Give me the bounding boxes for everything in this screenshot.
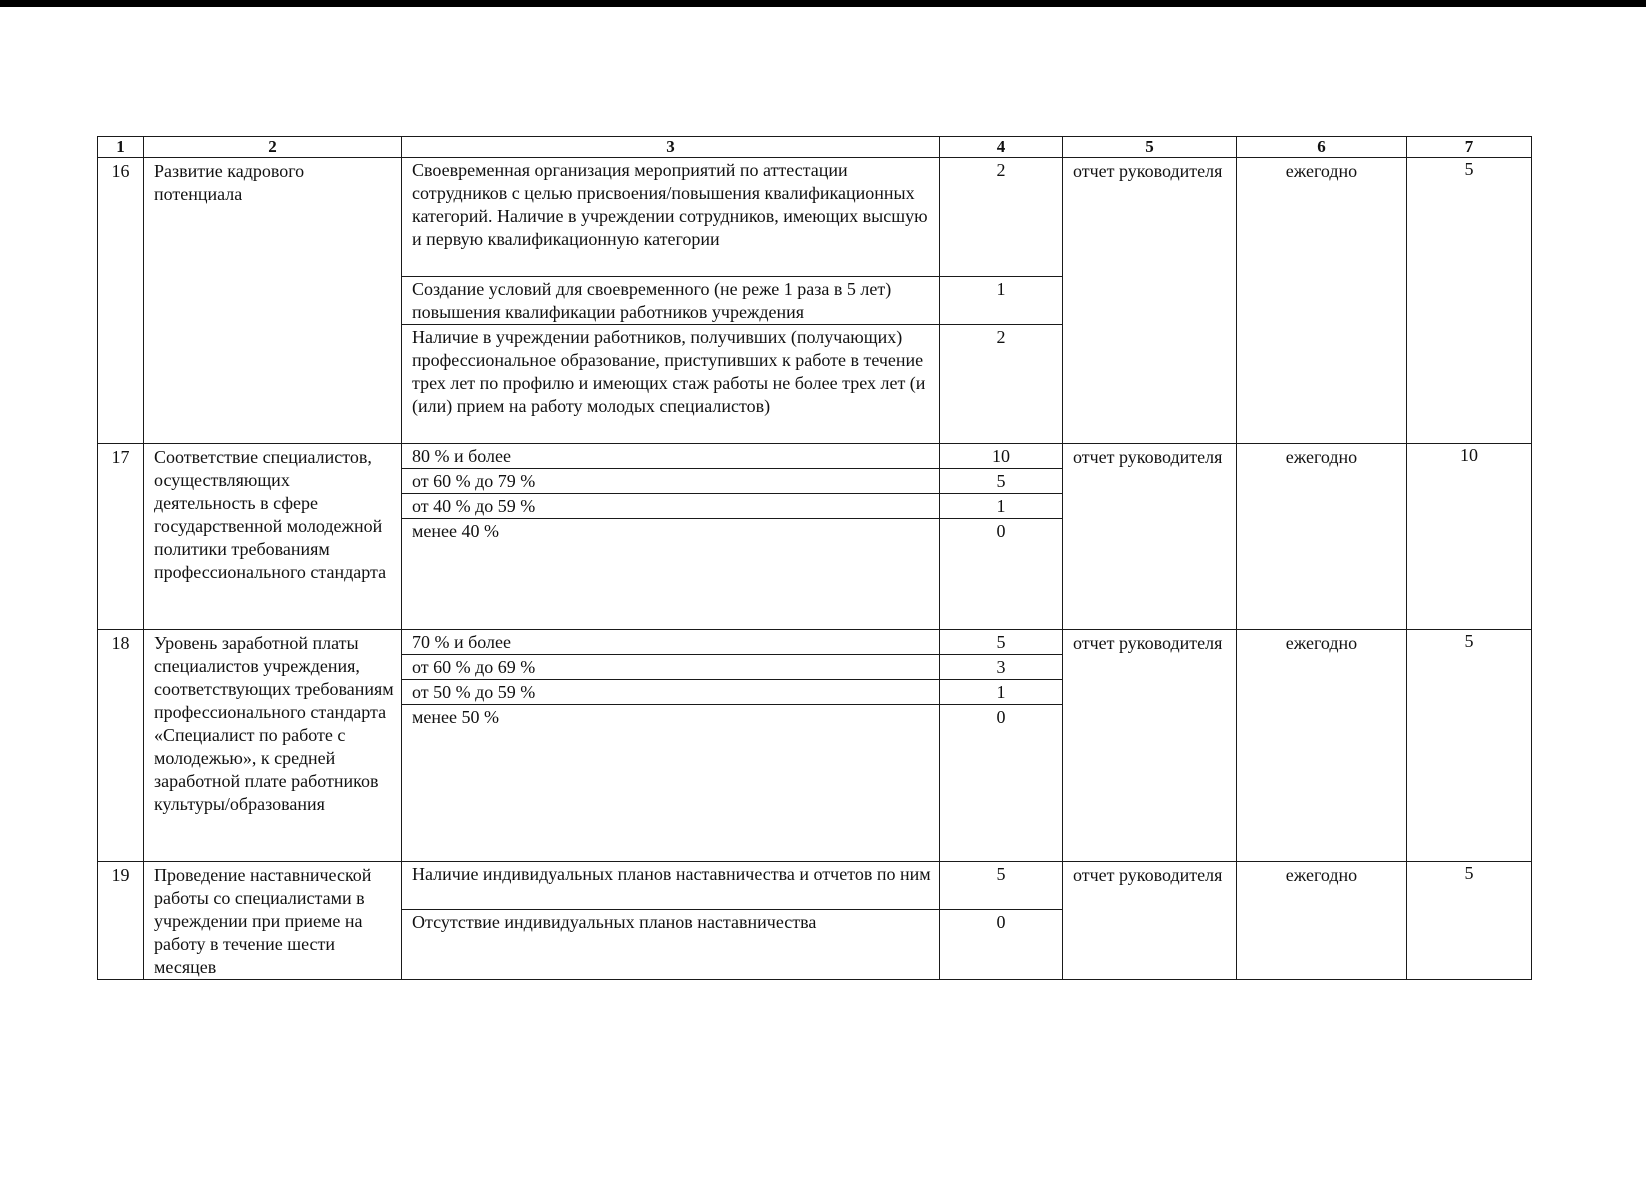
- frequency: ежегодно: [1237, 862, 1407, 980]
- table-row: [98, 444, 1532, 630]
- report-source: отчет руководителя: [1063, 630, 1237, 862]
- criterion-text: от 50 % до 59 %: [402, 680, 939, 705]
- row-number: 18: [98, 630, 144, 862]
- frequency: ежегодно: [1237, 158, 1407, 444]
- criteria-table: [97, 136, 1532, 980]
- criterion-text: Наличие в учреждении работников, получивших (получающих) профессиональное образование, приступивших к работе в течение трех лет по профилю и имеющих стаж работы не более трех лет (и (или) прием на работу молодых специалистов): [412, 327, 926, 416]
- criterion-score: 10: [940, 444, 1062, 469]
- max-score: 5: [1407, 630, 1532, 862]
- score-cell: [940, 158, 1063, 444]
- indicator-name: Проведение наставнической работы со специалистами в учреждении при приеме на работу в течение шести месяцев: [144, 862, 402, 980]
- indicator-name: Уровень заработной платы специалистов учреждения, соответствующих требованиям профессионального стандарта «Специалист по работе с молодежью», к средней заработной плате работников культуры/образования: [144, 630, 402, 862]
- criteria-cell: [402, 444, 940, 630]
- score-cell: [940, 444, 1063, 630]
- frequency: ежегодно: [1237, 444, 1407, 630]
- criterion-score: 1: [940, 277, 1062, 325]
- table-row: [98, 158, 1532, 444]
- report-source: отчет руководителя: [1063, 158, 1237, 444]
- indicator-name: Соответствие специалистов, осуществляющих деятельность в сфере государственной молодежной политики требованиям профессионального стандарта: [144, 444, 402, 630]
- criterion-text: Своевременная организация мероприятий по аттестации сотрудников с целью присвоения/повышения квалификационных категорий. Наличие в учреждении сотрудников, имеющих высшую и первую квалификационную категории: [402, 158, 939, 277]
- column-header-2: 2: [144, 137, 402, 158]
- criterion-score: 1: [940, 680, 1062, 705]
- score-cell: [940, 862, 1063, 980]
- criterion-score: 0: [996, 707, 1006, 727]
- criterion-text: 80 % и более: [402, 444, 939, 469]
- scan-border: [0, 0, 1646, 7]
- report-source: отчет руководителя: [1063, 862, 1237, 980]
- criterion-text: Отсутствие индивидуальных планов наставничества: [412, 912, 817, 932]
- column-header-7: 7: [1407, 137, 1532, 158]
- criterion-text: менее 40 %: [412, 521, 499, 541]
- criterion-text: от 60 % до 69 %: [402, 655, 939, 680]
- column-header-5: 5: [1063, 137, 1237, 158]
- column-header-6: 6: [1237, 137, 1407, 158]
- score-cell: [940, 630, 1063, 862]
- criterion-score: 0: [996, 521, 1006, 541]
- column-header-3: 3: [402, 137, 940, 158]
- criterion-score: 2: [996, 327, 1006, 347]
- row-number: 19: [98, 862, 144, 980]
- report-source: отчет руководителя: [1063, 444, 1237, 630]
- criterion-score: 1: [940, 494, 1062, 519]
- row-number: 17: [98, 444, 144, 630]
- criterion-text: Создание условий для своевременного (не реже 1 раза в 5 лет) повышения квалификации работников учреждения: [402, 277, 939, 325]
- criterion-score: 2: [940, 158, 1062, 277]
- max-score: 10: [1407, 444, 1532, 630]
- criterion-score: 5: [940, 630, 1062, 655]
- criterion-text: от 40 % до 59 %: [402, 494, 939, 519]
- criterion-score: 5: [940, 862, 1062, 910]
- table-row: [98, 862, 1532, 980]
- frequency: ежегодно: [1237, 630, 1407, 862]
- criterion-text: Наличие индивидуальных планов наставничества и отчетов по ним: [402, 862, 939, 910]
- criterion-text: менее 50 %: [412, 707, 499, 727]
- table-row: [98, 630, 1532, 862]
- indicator-name: Развитие кадрового потенциала: [144, 158, 402, 444]
- max-score: 5: [1407, 158, 1532, 444]
- column-header-4: 4: [940, 137, 1063, 158]
- header-row: [98, 137, 1532, 158]
- criteria-cell: [402, 862, 940, 980]
- criterion-text: от 60 % до 79 %: [402, 469, 939, 494]
- max-score: 5: [1407, 862, 1532, 980]
- row-number: 16: [98, 158, 144, 444]
- criteria-cell: [402, 630, 940, 862]
- criterion-score: 5: [940, 469, 1062, 494]
- criteria-cell: [402, 158, 940, 444]
- criterion-text: 70 % и более: [402, 630, 939, 655]
- criterion-score: 3: [940, 655, 1062, 680]
- column-header-1: 1: [98, 137, 144, 158]
- criterion-score: 0: [996, 912, 1006, 932]
